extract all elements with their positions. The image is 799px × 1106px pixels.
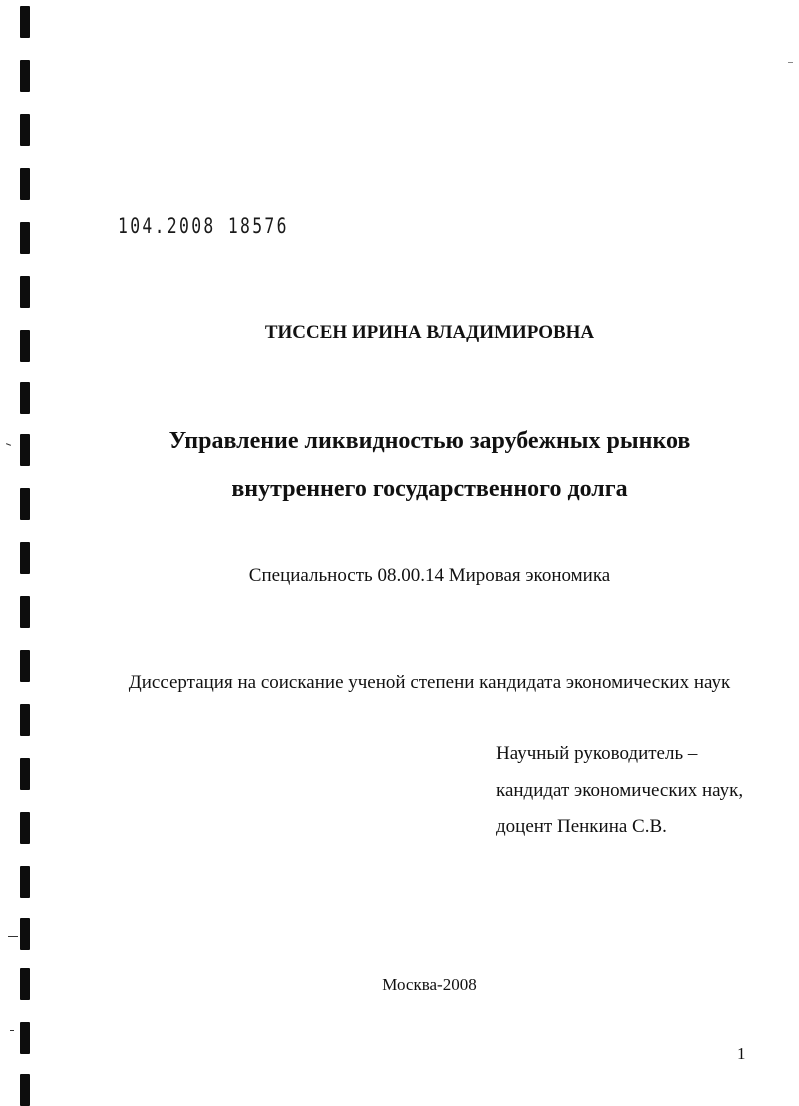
- supervisor-line-3: доцент Пенкина С.В.: [496, 816, 667, 837]
- scan-speck: [788, 62, 793, 63]
- binding-mark: [20, 382, 30, 414]
- binding-mark: [20, 812, 30, 844]
- scan-speck: [10, 1030, 14, 1031]
- binding-mark: [20, 542, 30, 574]
- specialty-line: Специальность 08.00.14 Мировая экономика: [248, 565, 611, 586]
- supervisor-line-1: Научный руководитель –: [496, 743, 698, 764]
- binding-mark: [20, 114, 30, 146]
- degree-statement: Диссертация на соискание ученой степени кандидата экономических наук: [128, 672, 731, 693]
- binding-marks: [20, 0, 34, 1106]
- dissertation-title-line-1: Управление ликвидностью зарубежных рынков: [168, 428, 691, 454]
- binding-mark: [20, 1074, 30, 1106]
- dissertation-title-line-2: внутреннего государственного долга: [231, 476, 628, 502]
- binding-mark: [20, 488, 30, 520]
- binding-mark: [20, 650, 30, 682]
- binding-mark: [20, 1022, 30, 1054]
- binding-mark: [20, 918, 30, 950]
- registration-stamp-number: 104.2008 18576: [118, 214, 289, 238]
- page-number: 1: [737, 1044, 746, 1063]
- binding-mark: [20, 434, 30, 466]
- binding-mark: [20, 968, 30, 1000]
- binding-mark: [20, 704, 30, 736]
- binding-mark: [20, 866, 30, 898]
- binding-mark: [20, 60, 30, 92]
- binding-mark: [20, 6, 30, 38]
- binding-mark: [20, 758, 30, 790]
- scan-speck: [6, 443, 11, 446]
- binding-mark: [20, 330, 30, 362]
- supervisor-line-2: кандидат экономических наук,: [496, 780, 744, 801]
- binding-mark: [20, 222, 30, 254]
- author-name: ТИССЕН ИРИНА ВЛАДИМИРОВНА: [264, 322, 595, 343]
- city-year: Москва-2008: [382, 975, 477, 994]
- binding-mark: [20, 596, 30, 628]
- binding-mark: [20, 168, 30, 200]
- scan-speck: [8, 936, 18, 937]
- binding-mark: [20, 276, 30, 308]
